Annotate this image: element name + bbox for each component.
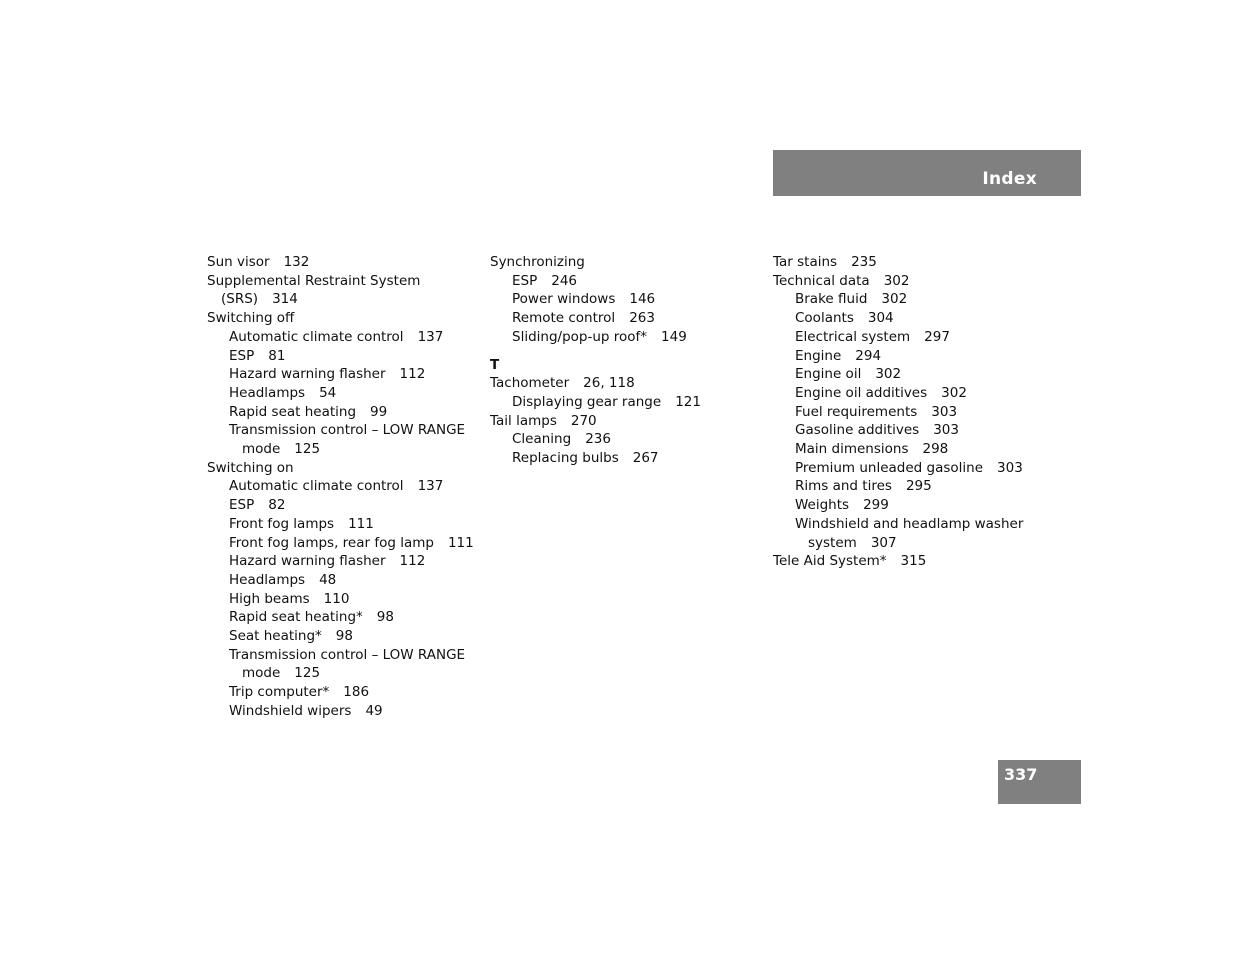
- index-entry: [207, 496, 474, 515]
- index-term: Fuel requirements: [795, 403, 918, 420]
- index-entry: [773, 403, 1023, 422]
- index-term: Trip computer*: [229, 684, 330, 701]
- index-page-ref: 235: [851, 254, 877, 270]
- index-column-1: [207, 253, 474, 721]
- index-page-ref: 315: [900, 553, 927, 570]
- index-entry: [773, 421, 1023, 440]
- index-term: Engine oil: [795, 366, 862, 383]
- index-page-ref: 121: [675, 393, 701, 410]
- index-page-ref: 295: [905, 478, 932, 495]
- index-entry: [207, 459, 474, 478]
- index-term: Front fog lamps: [229, 515, 335, 532]
- index-term: Tar stains: [773, 254, 838, 270]
- index-entry: [490, 253, 701, 272]
- index-term: ESP: [512, 272, 538, 289]
- index-page-ref: 314: [272, 291, 298, 308]
- index-entry: [490, 393, 701, 412]
- index-page-ref: 236: [585, 431, 611, 448]
- index-term: Sliding/pop-up roof*: [512, 328, 648, 345]
- index-page-ref: 137: [417, 328, 444, 345]
- index-entry: [773, 440, 1023, 459]
- index-page-ref: 146: [629, 291, 656, 308]
- index-entry: [207, 309, 474, 328]
- index-entry: [207, 683, 474, 702]
- index-term: (SRS): [221, 291, 259, 308]
- index-letter-heading: T: [490, 356, 500, 373]
- index-entry: [490, 290, 701, 309]
- index-term: High beams: [229, 590, 310, 607]
- index-term: Transmission control – LOW RANGE: [229, 646, 466, 663]
- index-page-ref: 294: [855, 347, 882, 364]
- index-term: Tail lamps: [490, 412, 557, 429]
- index-term: Automatic climate control: [229, 328, 404, 345]
- index-entry: [773, 347, 1023, 366]
- index-term: Transmission control – LOW RANGE: [229, 422, 466, 439]
- index-page-ref: 298: [922, 441, 949, 458]
- index-entry: [207, 272, 474, 291]
- index-page-ref: 132: [283, 254, 310, 270]
- index-page-ref: 303: [997, 459, 1023, 476]
- page-number-badge: [998, 760, 1081, 804]
- index-page-ref: 49: [365, 702, 383, 719]
- index-page-ref: 270: [570, 412, 597, 429]
- index-entry: [490, 449, 701, 468]
- index-term: Power windows: [512, 291, 616, 308]
- index-term: Headlamps: [229, 384, 306, 401]
- index-page-ref: 303: [933, 422, 959, 439]
- index-page-ref: 186: [343, 684, 370, 701]
- index-term: Coolants: [795, 310, 854, 327]
- index-term: Synchronizing: [490, 254, 585, 270]
- index-term: Tele Aid System*: [773, 553, 887, 570]
- index-term: mode: [242, 441, 281, 458]
- index-entry: [207, 627, 474, 646]
- index-page-ref: 48: [319, 571, 337, 588]
- index-entry: [207, 440, 474, 459]
- index-term: Engine oil additives: [795, 384, 928, 401]
- index-term: Switching on: [207, 459, 294, 476]
- index-entry: [490, 412, 701, 431]
- index-page-ref: 98: [376, 609, 394, 626]
- index-term: Headlamps: [229, 571, 306, 588]
- index-page-ref: 307: [870, 534, 897, 551]
- index-page-ref: 26, 118: [583, 375, 635, 392]
- index-page-ref: 99: [370, 403, 388, 420]
- index-page-ref: 304: [867, 310, 894, 327]
- index-term: Switching off: [207, 310, 295, 327]
- index-page-ref: 297: [924, 328, 950, 345]
- index-entry: [773, 290, 1023, 309]
- index-term: Cleaning: [512, 431, 572, 448]
- index-term: Remote control: [512, 310, 616, 327]
- index-term: Gasoline additives: [795, 422, 920, 439]
- section-title: Index: [982, 169, 1037, 189]
- index-term: Automatic climate control: [229, 478, 404, 495]
- index-entry: [207, 421, 474, 440]
- index-term: Displaying gear range: [512, 393, 662, 410]
- index-entry: [207, 347, 474, 366]
- index-page-ref: 54: [319, 384, 337, 401]
- index-entry: [773, 365, 1023, 384]
- index-page-ref: 246: [551, 272, 578, 289]
- index-page-ref: 302: [941, 384, 967, 401]
- index-term: Windshield wipers: [229, 702, 352, 719]
- index-entry: [207, 365, 474, 384]
- index-entry: [773, 515, 1023, 534]
- index-term: Premium unleaded gasoline: [795, 459, 984, 476]
- index-column-2: [490, 253, 701, 468]
- index-page-ref: 303: [931, 403, 958, 420]
- index-entry: [207, 608, 474, 627]
- index-term: Technical data: [773, 272, 870, 289]
- index-term: Rapid seat heating*: [229, 609, 363, 626]
- index-term: Main dimensions: [795, 441, 909, 458]
- index-term: Brake fluid: [795, 291, 868, 308]
- index-term: Hazard warning flasher: [229, 553, 386, 570]
- index-term: Tachometer: [490, 375, 570, 392]
- index-page-ref: 137: [417, 478, 444, 495]
- index-term: Electrical system: [795, 328, 911, 345]
- index-page-ref: 302: [881, 291, 908, 308]
- index-entry: [490, 272, 701, 291]
- index-entry: [773, 309, 1023, 328]
- page-number: 337: [1004, 765, 1038, 784]
- index-entry: [207, 534, 474, 553]
- index-entry: [207, 384, 474, 403]
- index-entry: [773, 459, 1023, 478]
- index-page-ref: 302: [883, 272, 910, 289]
- index-entry: [773, 552, 1023, 571]
- index-page-ref: 263: [629, 310, 655, 327]
- index-entry: [207, 477, 474, 496]
- index-entry: [207, 571, 474, 590]
- index-term: Front fog lamps, rear fog lamp: [229, 534, 434, 551]
- index-page-ref: 82: [268, 497, 286, 514]
- index-entry: [207, 403, 474, 422]
- index-entry: [773, 253, 1023, 272]
- index-page-ref: 110: [323, 590, 350, 607]
- index-term: Seat heating*: [229, 628, 322, 645]
- index-entry: [207, 702, 474, 721]
- index-entry: [773, 384, 1023, 403]
- index-entry: [207, 664, 474, 683]
- index-page-ref: 125: [294, 665, 321, 682]
- index-page-ref: 112: [399, 553, 426, 570]
- index-entry: [490, 374, 701, 393]
- index-entry: [773, 534, 1023, 553]
- index-page-ref: 111: [348, 515, 374, 532]
- index-entry: [773, 496, 1023, 515]
- index-page-ref: 267: [632, 450, 659, 467]
- index-page-ref: 125: [294, 441, 321, 458]
- index-entry: [773, 328, 1023, 347]
- index-entry: [207, 290, 474, 309]
- index-term: ESP: [229, 347, 255, 364]
- index-term: Supplemental Restraint System: [207, 272, 421, 289]
- index-page-ref: 98: [335, 628, 353, 645]
- index-entry: [207, 253, 474, 272]
- index-column-3: [773, 253, 1023, 571]
- index-entry: [207, 552, 474, 571]
- index-page-ref: 111: [447, 534, 474, 551]
- index-entry: [490, 328, 701, 347]
- index-entry: [207, 515, 474, 534]
- index-term: Replacing bulbs: [512, 450, 619, 467]
- index-entry: [207, 328, 474, 347]
- index-entry: [490, 430, 701, 449]
- index-term: ESP: [229, 497, 255, 514]
- index-entry: [207, 590, 474, 609]
- index-page-ref: 112: [399, 366, 426, 383]
- index-term: Weights: [795, 497, 850, 514]
- index-entry: [773, 477, 1023, 496]
- index-entry: [207, 646, 474, 665]
- index-term: Windshield and headlamp washer: [795, 515, 1024, 532]
- index-page-ref: 302: [875, 366, 902, 383]
- index-page-ref: 81: [268, 347, 286, 364]
- index-term: Sun visor: [207, 254, 270, 270]
- index-term: Hazard warning flasher: [229, 366, 386, 383]
- index-entry: [773, 272, 1023, 291]
- index-page-ref: 149: [661, 328, 687, 345]
- index-term: Engine: [795, 347, 842, 364]
- index-term: Rapid seat heating: [229, 403, 357, 420]
- index-entry: [490, 309, 701, 328]
- index-term: mode: [242, 665, 281, 682]
- index-header-band: [773, 150, 1081, 196]
- index-term: Rims and tires: [795, 478, 892, 495]
- index-page-ref: 299: [863, 497, 889, 514]
- index-term: system: [808, 534, 857, 551]
